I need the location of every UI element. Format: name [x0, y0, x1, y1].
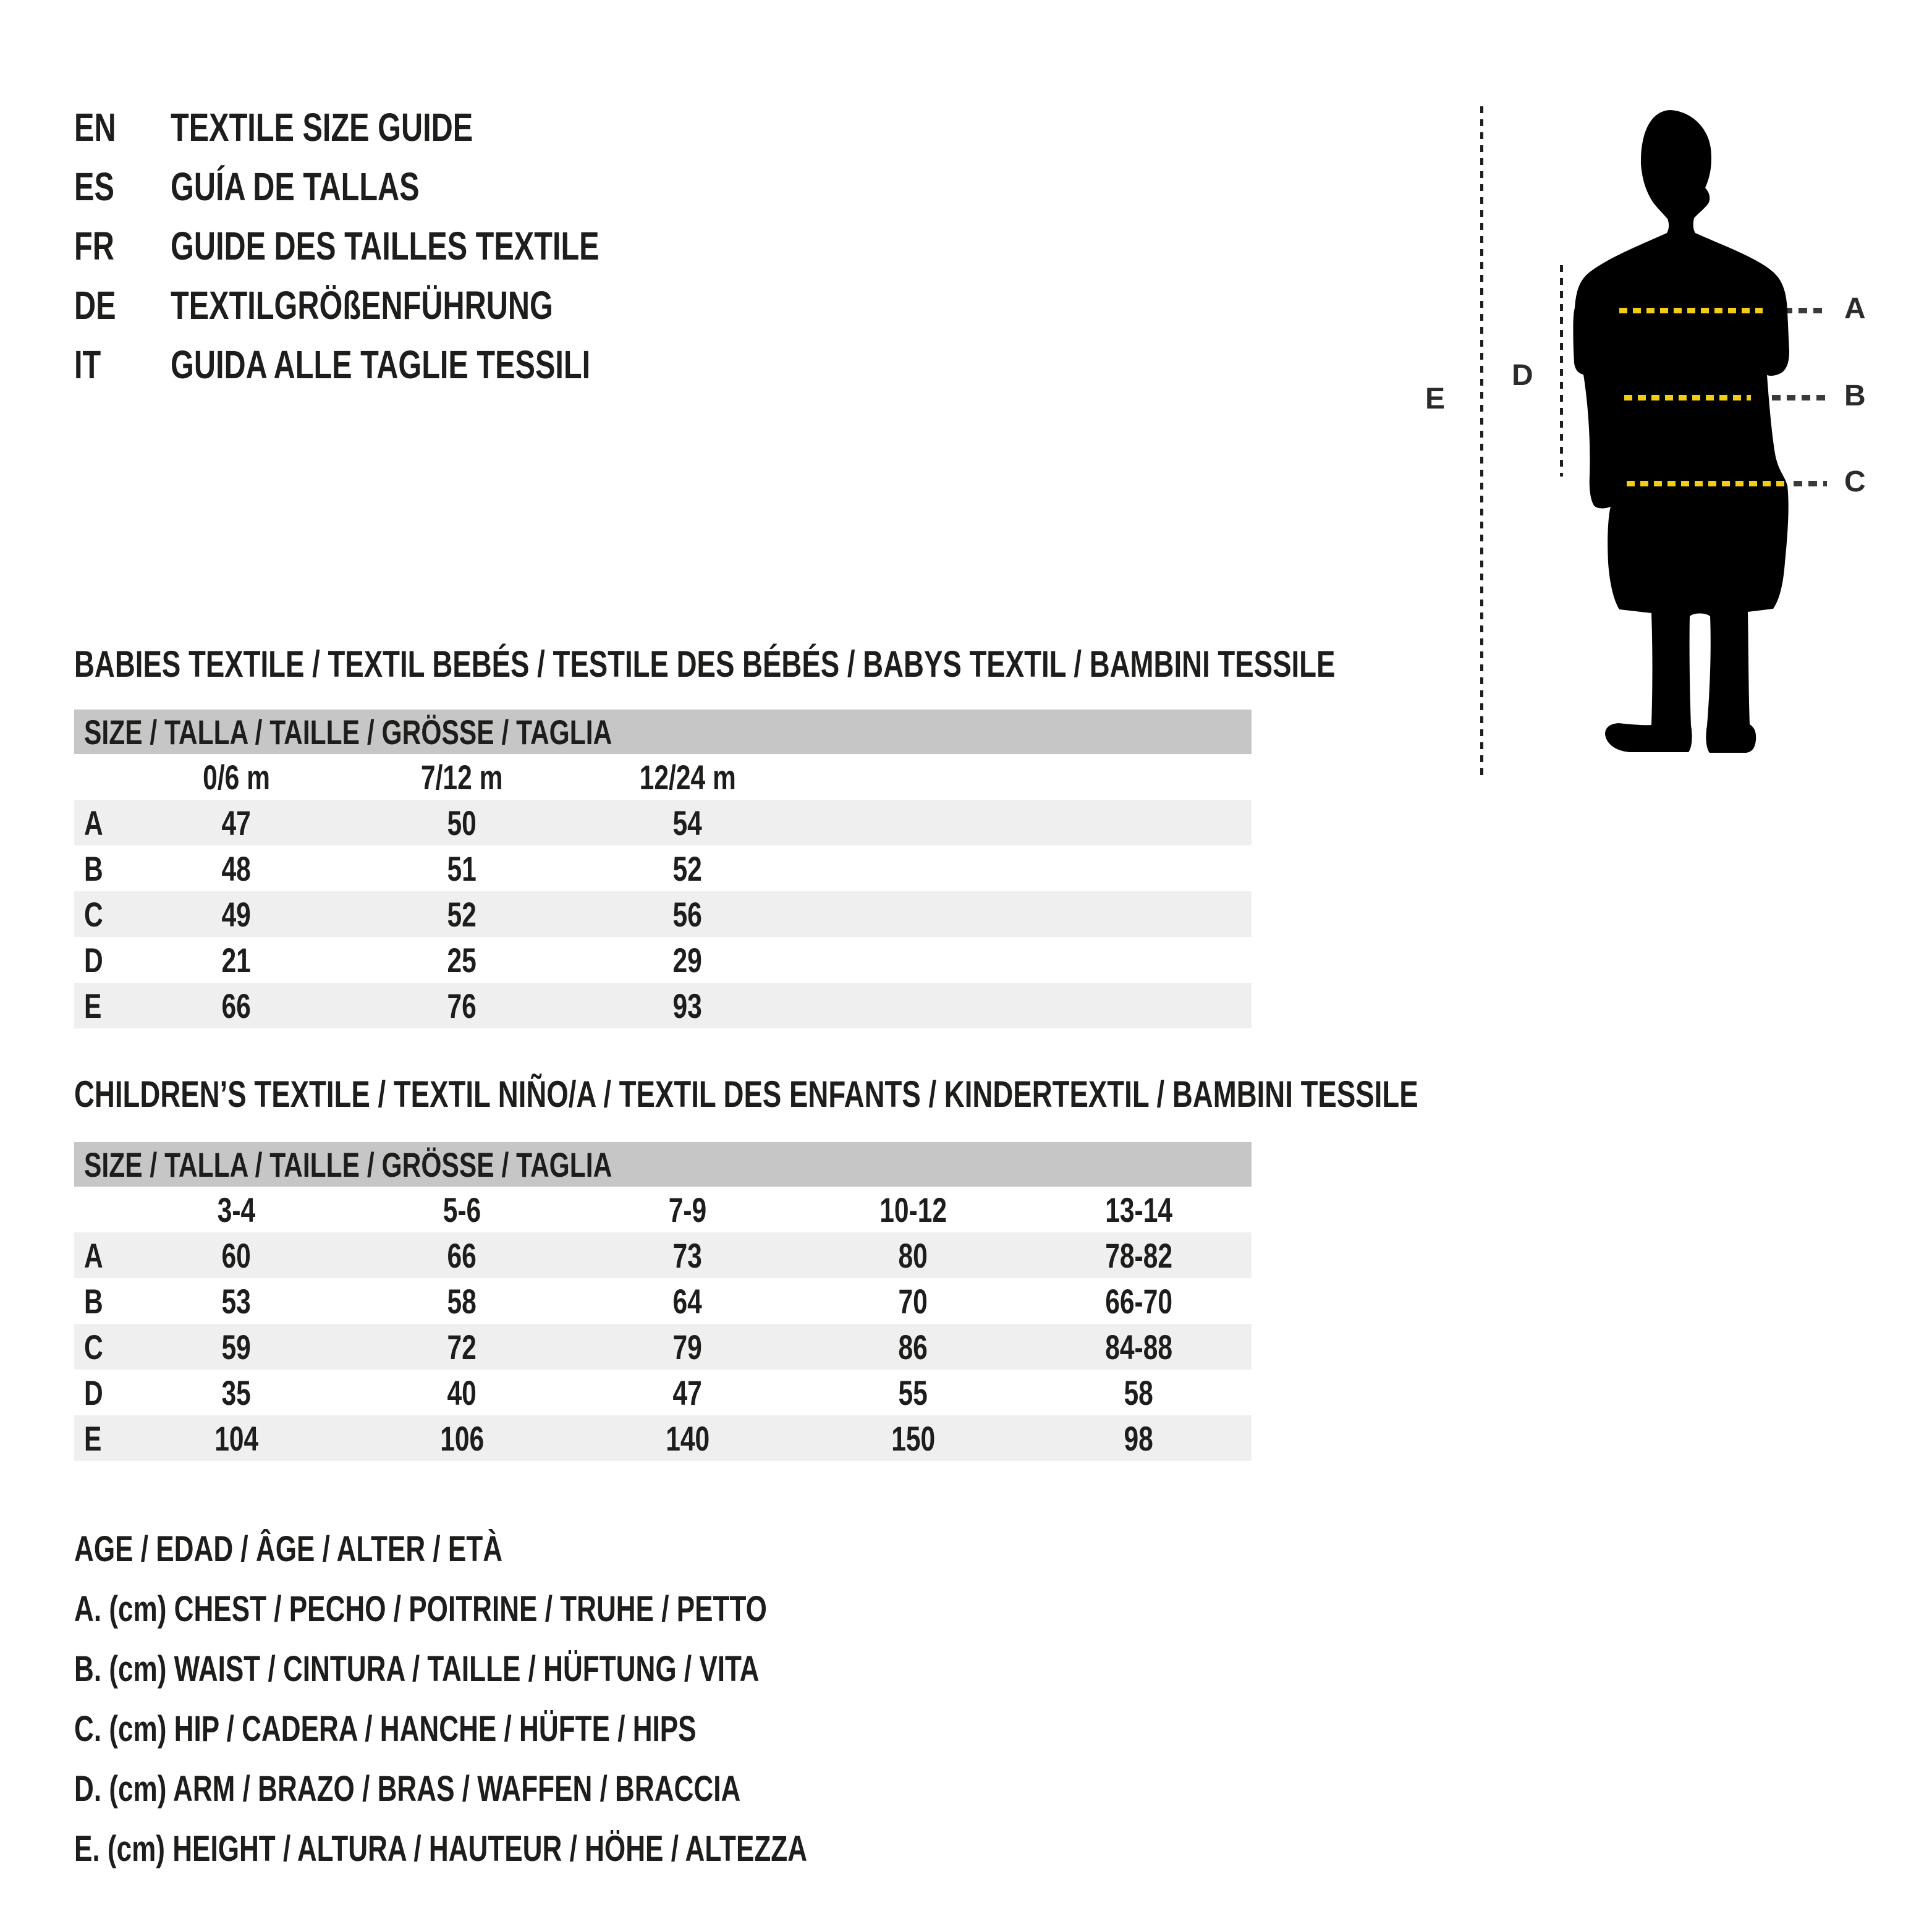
children-col-0: 3-4: [217, 1190, 256, 1229]
cell-value: 55: [898, 1373, 928, 1412]
table-row: [74, 1278, 1252, 1324]
hip-measure-line-C: [1627, 481, 1789, 486]
cell-value: 78-82: [1105, 1235, 1172, 1275]
children-col-2: 7-9: [668, 1190, 707, 1229]
row-label: B: [84, 1281, 103, 1321]
cell-value: 47: [221, 803, 252, 842]
cell-value: 56: [672, 894, 703, 934]
babies-col-1: 7/12 m: [421, 757, 503, 797]
size-header-label: SIZE / TALLA / TAILLE / GRÖSSE / TAGLIA: [84, 1145, 612, 1184]
cell-value: 80: [898, 1235, 928, 1275]
language-row-it: [74, 335, 735, 394]
cell-value: 54: [672, 803, 703, 842]
cell-value: 66-70: [1105, 1281, 1172, 1321]
cell-value: 59: [221, 1327, 252, 1366]
table-row: [74, 1415, 1252, 1461]
language-code: IT: [74, 342, 101, 387]
cell-value: 140: [665, 1418, 710, 1458]
cell-value: 79: [672, 1327, 703, 1366]
legend-age: AGE / EDAD / ÂGE / ALTER / ETÀ: [74, 1529, 503, 1569]
cell-value: 49: [221, 894, 252, 934]
legend-hip-C: C. (cm) HIP / CADERA / HANCHE / HÜFTE / HIPS: [74, 1709, 697, 1749]
row-label: A: [84, 1235, 103, 1275]
cell-value: 84-88: [1105, 1327, 1172, 1366]
table-row: [74, 1370, 1252, 1415]
cell-value: 21: [221, 940, 252, 980]
cell-value: 98: [1124, 1418, 1154, 1458]
row-label: A: [84, 803, 103, 842]
babies-size-table: [74, 710, 1252, 1028]
babies-col-0: 0/6 m: [203, 757, 270, 797]
language-row-es: [74, 157, 735, 216]
cell-value: 53: [221, 1281, 252, 1321]
legend-chest-A: A. (cm) CHEST / PECHO / POITRINE / TRUHE / PETTO: [74, 1589, 767, 1629]
cell-value: 48: [221, 849, 252, 888]
children-size-table: [74, 1142, 1252, 1461]
measure-label-C: C: [1844, 465, 1866, 498]
children-col-4: 13-14: [1105, 1190, 1172, 1229]
table-row: [74, 800, 1252, 845]
row-label: C: [84, 1327, 103, 1366]
language-row-de: [74, 276, 735, 335]
arm-measure-line-D: [1560, 265, 1563, 477]
row-label: D: [84, 1373, 103, 1412]
language-code: ES: [74, 164, 114, 209]
cell-value: 47: [672, 1373, 703, 1412]
cell-value: 52: [672, 849, 703, 888]
cell-value: 66: [221, 986, 252, 1025]
measure-label-E: E: [1425, 383, 1446, 415]
cell-value: 40: [447, 1373, 477, 1412]
table-row: [74, 1324, 1252, 1370]
cell-value: 58: [1124, 1373, 1154, 1412]
guide-title-fr: GUIDE DES TAILLES TEXTILE: [171, 224, 600, 268]
cell-value: 150: [891, 1418, 936, 1458]
language-code: FR: [74, 224, 114, 268]
babies-section-heading: [74, 643, 1734, 685]
babies-size-header-bar: [74, 710, 1252, 754]
children-column-header-row: [74, 1187, 1252, 1232]
language-code: DE: [74, 283, 116, 328]
measure-label-D: D: [1512, 359, 1533, 392]
children-size-header-bar: [74, 1142, 1252, 1187]
measure-label-A: A: [1844, 292, 1866, 325]
legend-waist-B: B. (cm) WAIST / CINTURA / TAILLE / HÜFTUNG / VITA: [74, 1649, 760, 1689]
babies-heading-text: BABIES TEXTILE / TEXTIL BEBÉS / TESTILE DES BÉBÉS / BABYS TEXTIL / BAMBINI TESSILE: [74, 643, 1336, 685]
language-title-list: [74, 98, 735, 394]
legend-arm-D: D. (cm) ARM / BRAZO / BRAS / WAFFEN / BRACCIA: [74, 1769, 741, 1809]
row-label: C: [84, 894, 103, 934]
cell-value: 93: [672, 986, 703, 1025]
babies-column-header-row: [74, 754, 1252, 800]
cell-value: 104: [214, 1418, 259, 1458]
cell-value: 58: [447, 1281, 477, 1321]
language-row-en: [74, 98, 735, 157]
row-label: B: [84, 849, 103, 888]
cell-value: 72: [447, 1327, 477, 1366]
cell-value: 73: [672, 1235, 703, 1275]
table-row: [74, 983, 1252, 1028]
cell-value: 29: [672, 940, 703, 980]
row-label: D: [84, 940, 103, 980]
cell-value: 66: [447, 1235, 477, 1275]
guide-title-de: TEXTILGRÖßENFÜHRUNG: [171, 283, 553, 328]
cell-value: 35: [221, 1373, 252, 1412]
chest-measure-line-A: [1619, 308, 1763, 313]
cell-value: 70: [898, 1281, 928, 1321]
guide-title-it: GUIDA ALLE TAGLIE TESSILI: [171, 342, 591, 387]
hip-measure-leader-C: [1794, 481, 1827, 486]
language-code: EN: [74, 105, 116, 150]
cell-value: 106: [439, 1418, 485, 1458]
children-heading-text: CHILDREN’S TEXTILE / TEXTIL NIÑO/A / TEXTIL DES ENFANTS / KINDERTEXTIL / BAMBINI TESSILE: [74, 1074, 1418, 1115]
cell-value: 25: [447, 940, 477, 980]
children-section-heading: [74, 1073, 1842, 1116]
children-col-1: 5-6: [443, 1190, 481, 1229]
table-row: [74, 937, 1252, 983]
cell-value: 51: [447, 849, 477, 888]
measure-label-B: B: [1844, 379, 1866, 412]
language-row-fr: [74, 216, 735, 276]
babies-col-2: 12/24 m: [639, 757, 736, 797]
size-header-label: SIZE / TALLA / TAILLE / GRÖSSE / TAGLIA: [84, 712, 612, 752]
table-row: [74, 1232, 1252, 1278]
cell-value: 50: [447, 803, 477, 842]
table-row: [74, 845, 1252, 891]
children-col-3: 10-12: [879, 1190, 947, 1229]
cell-value: 76: [447, 986, 477, 1025]
table-row: [74, 891, 1252, 937]
child-silhouette-figure: [1570, 106, 1792, 755]
legend-height-E: E. (cm) HEIGHT / ALTURA / HAUTEUR / HÖHE / ALTEZZA: [74, 1829, 808, 1869]
row-label: E: [84, 986, 102, 1025]
row-label: E: [84, 1418, 102, 1458]
measurement-legend: [74, 1519, 1039, 1879]
guide-title-en: TEXTILE SIZE GUIDE: [171, 105, 473, 150]
waist-measure-line-B: [1624, 395, 1751, 400]
cell-value: 86: [898, 1327, 928, 1366]
cell-value: 64: [672, 1281, 703, 1321]
guide-title-es: GUÍA DE TALLAS: [171, 164, 420, 209]
cell-value: 52: [447, 894, 477, 934]
cell-value: 60: [221, 1235, 252, 1275]
